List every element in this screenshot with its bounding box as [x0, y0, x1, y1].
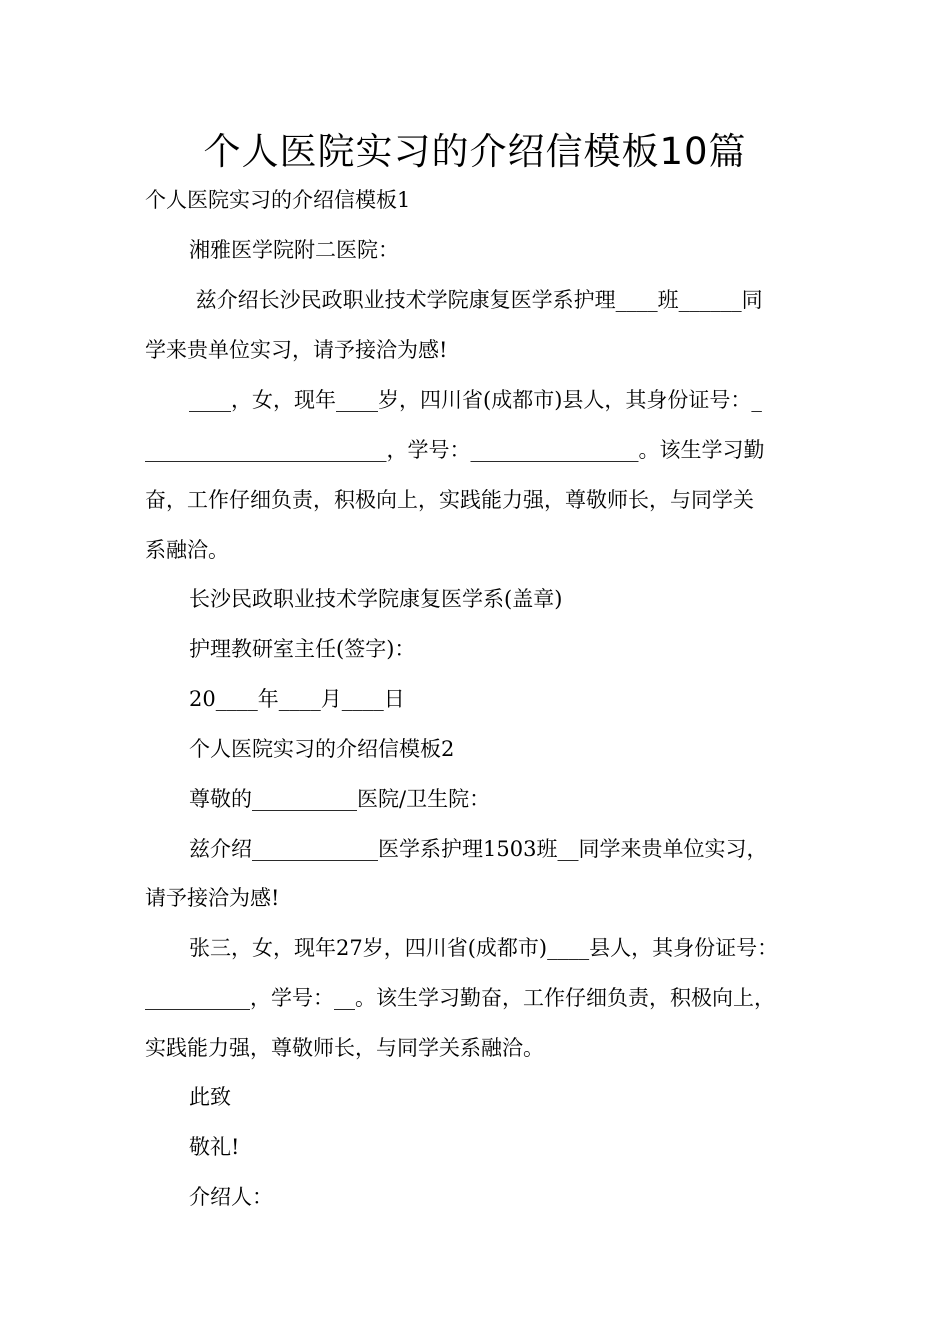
body-line-5: 奋，工作仔细负责，积极向上，实践能力强，尊敬师长，与同学关 — [145, 488, 754, 512]
body-line-2: 学来贵单位实习，请予接洽为感! — [145, 338, 448, 362]
body-line-6: 系融洽。 — [145, 538, 229, 562]
body-line-7: 兹介绍____________医学系护理1503班__同学来贵单位实习， — [189, 837, 768, 861]
body-line-3: ____，女，现年____岁，四川省(成都市)县人，其身份证号：_ — [189, 388, 762, 412]
section-heading-1: 个人医院实习的介绍信模板1 — [145, 188, 411, 212]
issuer-line: 长沙民政职业技术学院康复医学系(盖章) — [189, 587, 563, 611]
section-heading-2: 个人医院实习的介绍信模板2 — [189, 737, 455, 761]
body-line-1: 兹介绍长沙民政职业技术学院康复医学系护理____班______同 — [189, 288, 763, 312]
date-line: 20____年____月____日 — [189, 687, 405, 711]
body-line-11: 实践能力强，尊敬师长，与同学关系融洽。 — [145, 1036, 544, 1060]
body-line-8: 请予接洽为感! — [145, 886, 280, 910]
introducer-line: 介绍人： — [189, 1185, 273, 1209]
signature-line: 护理教研室主任(签字)： — [189, 637, 416, 661]
body-line-9: 张三，女，现年27岁，四川省(成都市)____县人，其身份证号： — [189, 936, 779, 960]
recipient-line-1: 湘雅医学院附二医院： — [189, 238, 399, 262]
recipient-line-2: 尊敬的__________医院/卫生院： — [189, 787, 491, 811]
closing-line-2: 敬礼! — [189, 1135, 240, 1159]
body-line-10: __________，学号：__。该生学习勤奋，工作仔细负责，积极向上， — [145, 986, 775, 1010]
body-line-4: _______________________，学号：________________。该生学习勤 — [145, 438, 765, 462]
closing-line-1: 此致 — [189, 1085, 231, 1109]
document-title: 个人医院实习的介绍信模板10篇 — [203, 130, 747, 173]
